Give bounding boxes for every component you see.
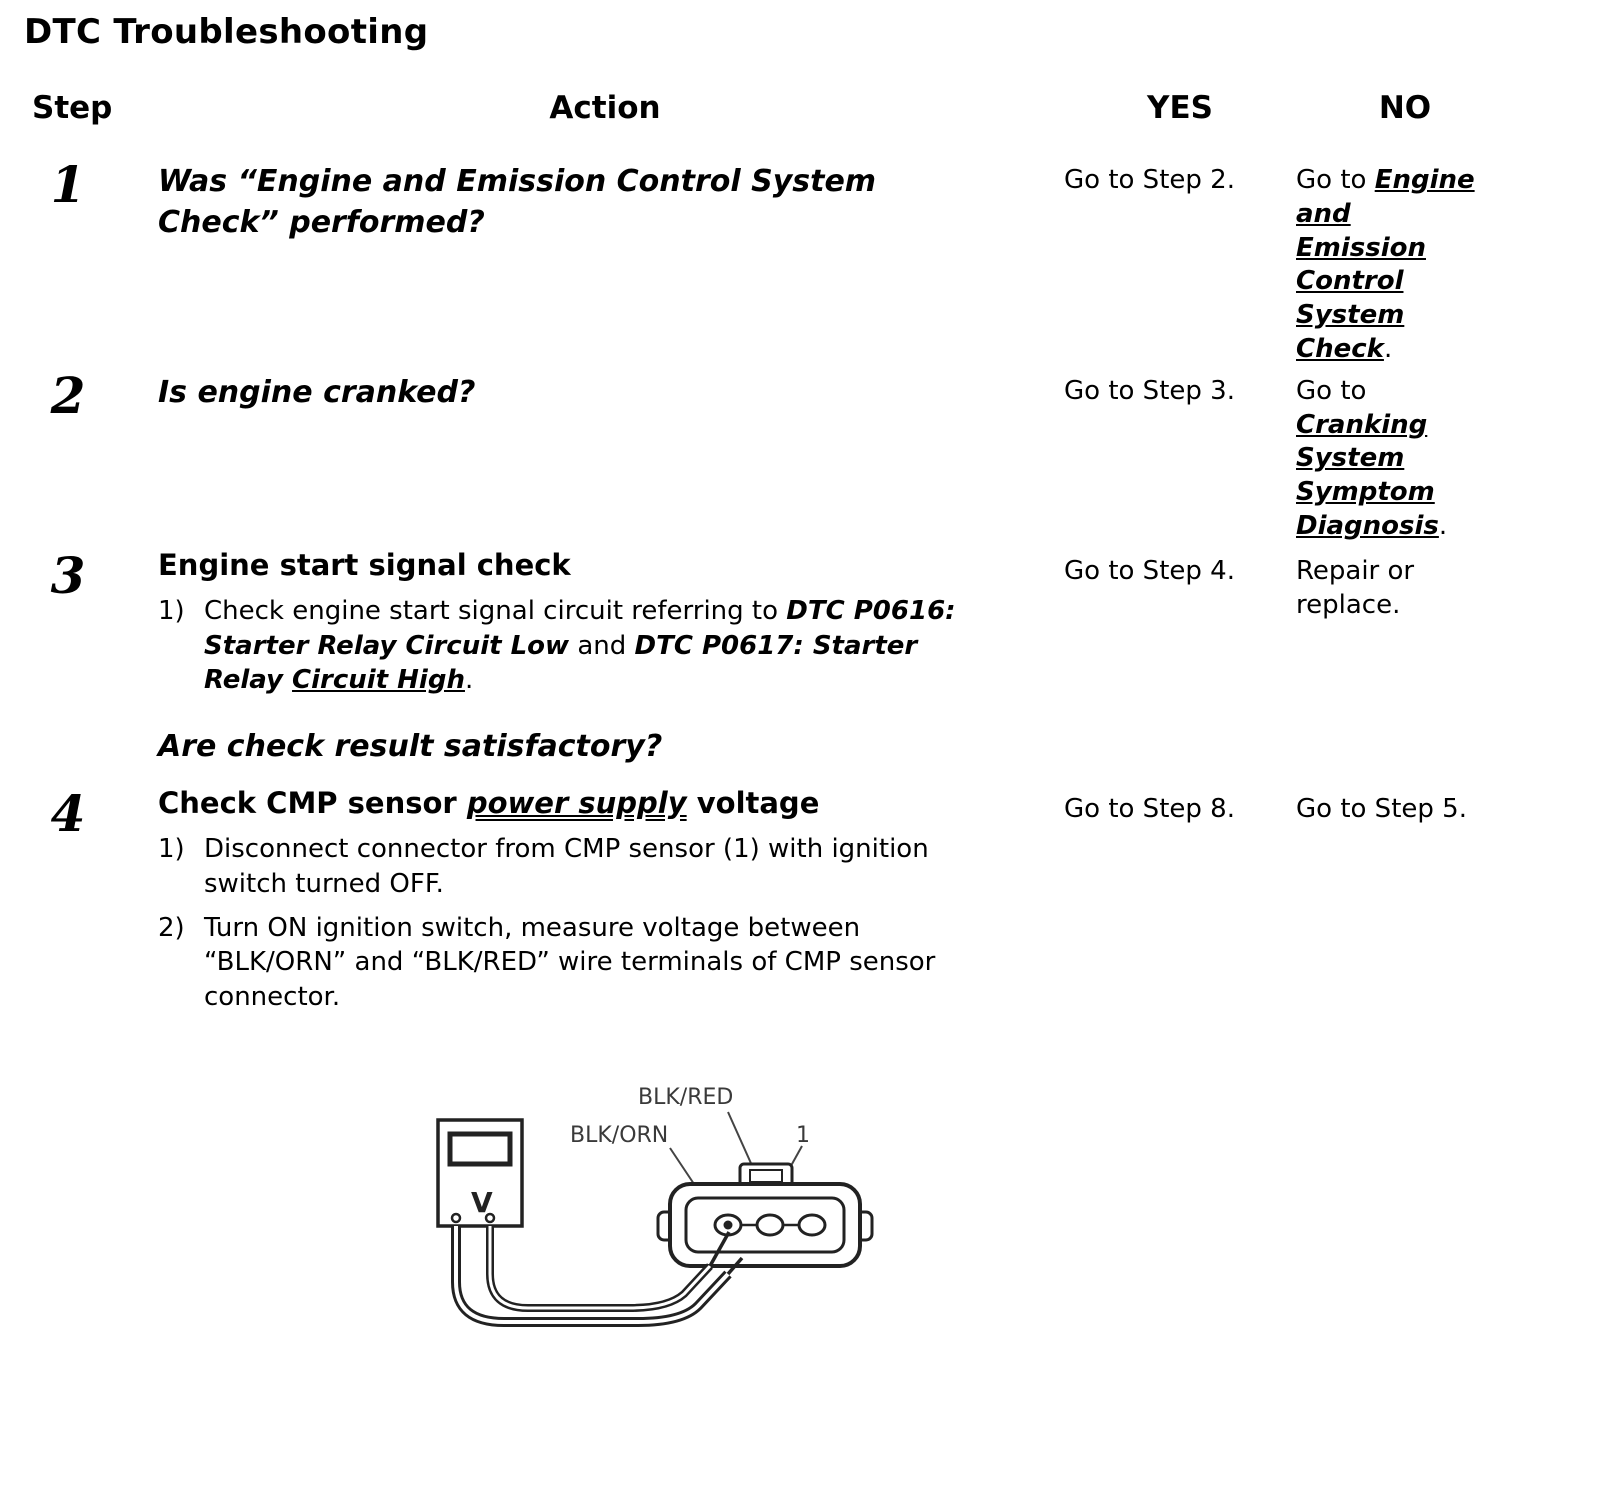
probe-contact-point: [724, 1221, 733, 1230]
terminal-blk-red: [799, 1215, 825, 1235]
action-cell: [146, 785, 1064, 1356]
terminal-middle: [757, 1215, 783, 1235]
no-cell: [1296, 156, 1486, 367]
yes-cell: Go to Step 4.: [1064, 555, 1235, 586]
column-header-action: Action: [549, 90, 661, 126]
step-number: 4: [50, 783, 86, 843]
no-cell: [1296, 367, 1486, 544]
action-question: Was “Engine and Emission Control System Check” performed?: [158, 164, 877, 240]
action-question: Is engine cranked?: [158, 374, 476, 410]
action-list-item: [158, 594, 1024, 697]
list-number: 1): [158, 834, 185, 865]
list-text: Turn ON ignition switch, measure voltage between “BLK/ORN” and “BLK/RED” wire terminals of CMP sensor connector.: [204, 913, 936, 1012]
voltmeter-label: V: [471, 1186, 493, 1220]
column-header-step: Step: [32, 90, 113, 126]
list-number: 2): [158, 913, 185, 944]
no-text: Go to: [1296, 375, 1367, 406]
yes-cell: Go to Step 3.: [1064, 375, 1235, 406]
no-cell: Repair or replace.: [1296, 555, 1415, 620]
no-cell: Go to Step 5.: [1296, 793, 1467, 824]
list-text: [204, 594, 984, 697]
step-number: 2: [50, 365, 86, 425]
link-power-supply[interactable]: power supply: [466, 785, 687, 820]
callout-label-1: 1: [796, 1123, 810, 1149]
wire-label-blk-red: BLK/RED: [638, 1085, 734, 1111]
action-list-item: [158, 911, 1024, 1014]
heading-text: voltage: [686, 785, 820, 820]
action-cell: [146, 156, 1064, 243]
voltmeter: [438, 1120, 522, 1226]
page-title: DTC Troubleshooting: [24, 12, 429, 52]
voltmeter-display: [450, 1134, 510, 1164]
action-list-item: [158, 832, 1024, 901]
list-number: 1): [158, 596, 185, 627]
link-engine-emission-control-system-check[interactable]: Engine and Emission Control System Check: [1296, 165, 1475, 364]
link-dtc-p0617-starter-relay-circuit-high[interactable]: DTC P0617: Starter Relay: [204, 630, 918, 696]
heading-text: Check CMP sensor: [158, 785, 467, 820]
table-header-row: [24, 90, 1574, 126]
column-header-yes: YES: [1147, 90, 1213, 126]
cmp-connector-voltage-diagram: [430, 1084, 900, 1346]
item-text: and: [569, 630, 635, 661]
action-question: Are check result satisfactory?: [158, 729, 663, 765]
action-cell: [146, 367, 1064, 414]
action-cell: [146, 547, 1064, 768]
no-text: .: [1383, 333, 1393, 364]
link-cranking-system-symptom-diagnosis[interactable]: Cranking System Symptom Diagnosis: [1296, 409, 1439, 541]
cmp-sensor-illustration: [430, 1084, 1024, 1355]
item-text: Check engine start signal circuit referring to: [204, 596, 787, 627]
wire-label-blk-orn: BLK/ORN: [570, 1123, 669, 1149]
no-text: .: [1438, 510, 1448, 541]
step-number: 3: [50, 545, 86, 605]
yes-cell: Go to Step 2.: [1064, 165, 1235, 195]
column-header-no: NO: [1378, 90, 1432, 126]
item-text: .: [464, 665, 474, 696]
list-text: Disconnect connector from CMP sensor (1) with ignition switch turned OFF.: [204, 834, 929, 899]
step-number: 1: [50, 155, 86, 214]
table-row: [24, 156, 1574, 367]
leader-line-blk-red: [728, 1112, 754, 1170]
action-heading: Engine start signal check: [158, 547, 571, 582]
link-dtc-p0616-starter-relay-circuit-low[interactable]: DTC P0616: Starter Relay Circuit Low: [204, 596, 956, 661]
action-heading: [158, 785, 1024, 823]
table-row: [24, 367, 1574, 547]
link-dtc-p0617-circuit-high[interactable]: Circuit High: [292, 665, 465, 696]
table-row: [24, 785, 1574, 1356]
no-text: Go to: [1296, 165, 1375, 195]
yes-cell: Go to Step 8.: [1064, 793, 1235, 824]
table-row: [24, 547, 1574, 785]
